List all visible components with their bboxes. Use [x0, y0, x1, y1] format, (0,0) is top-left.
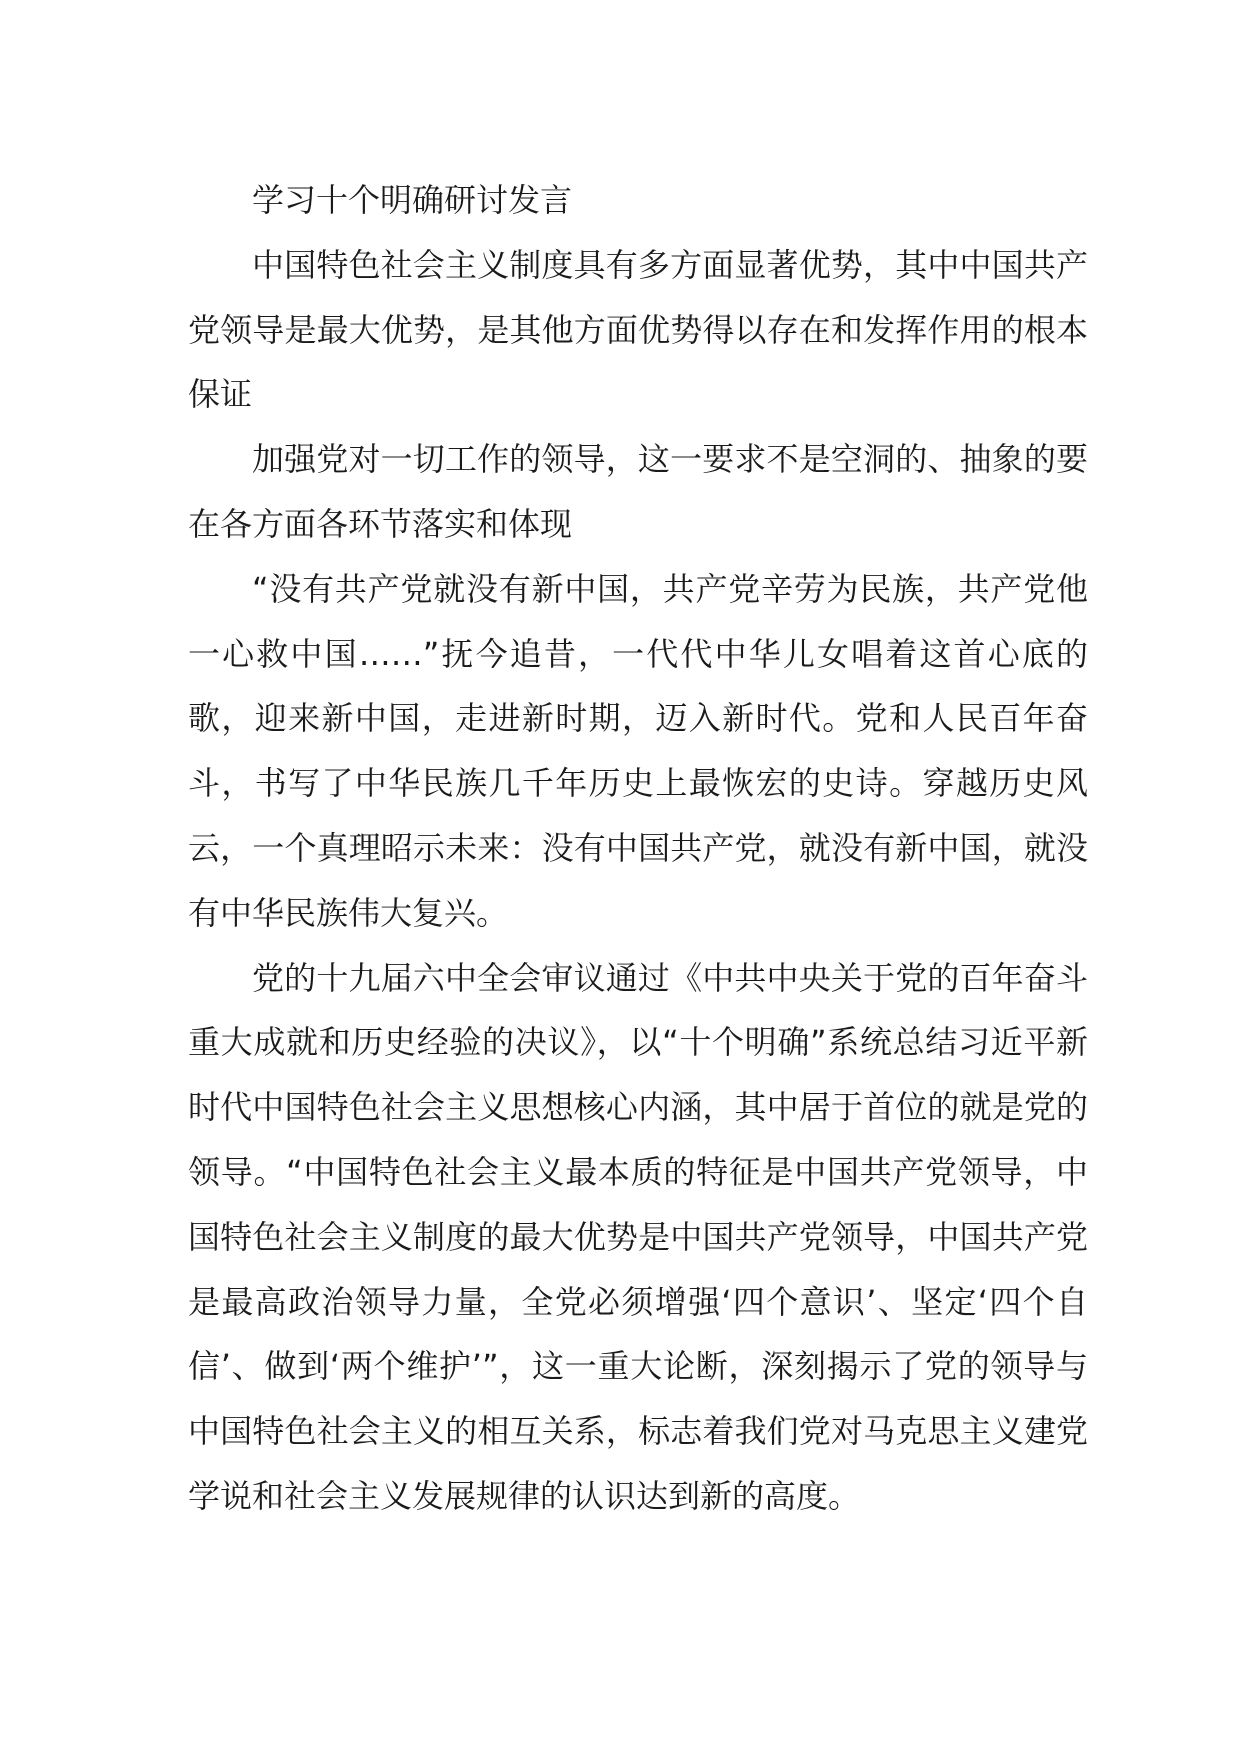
document-body [188, 168, 1088, 1529]
paragraph-3: “没有共产党就没有新中国，共产党辛劳为民族，共产党他一心救中国……”抚今追昔，一代代中华儿女唱着这首心底的歌，迎来新中国，走进新时期，迈入新时代。党和人民百年奋斗，书写了中华民族几千年历史上最恢宏的史诗。穿越历史风云，一个真理昭示未来：没有中国共产党，就没有新中国，就没有中华民族伟大复兴。 [188, 569, 1088, 932]
paragraph-2: 加强党对一切工作的领导，这一要求不是空洞的、抽象的要在各方面各环节落实和体现 [188, 440, 1088, 543]
document-title: 学习十个明确研讨发言 [252, 181, 573, 219]
paragraph-4: 党的十九届六中全会审议通过《中共中央关于党的百年奋斗重大成就和历史经验的决议》，以“十个明确”系统总结习近平新时代中国特色社会主义思想核心内涵，其中居于首位的就是党的领导。“中国特色社会主义最本质的特征是中国共产党领导，中国特色社会主义制度的最大优势是中国共产党领导，中国共产党是最高政治领导力量，全党必须增强‘四个意识’、坚定‘四个自信’、做到‘两个维护’”，这一重大论断，深刻揭示了党的领导与中国特色社会主义的相互关系，标志着我们党对马克思主义建党学说和社会主义发展规律的认识达到新的高度。 [188, 958, 1088, 1515]
paragraph-1: 中国特色社会主义制度具有多方面显著优势，其中中国共产党领导是最大优势，是其他方面优势得以存在和发挥作用的根本保证 [188, 245, 1088, 414]
